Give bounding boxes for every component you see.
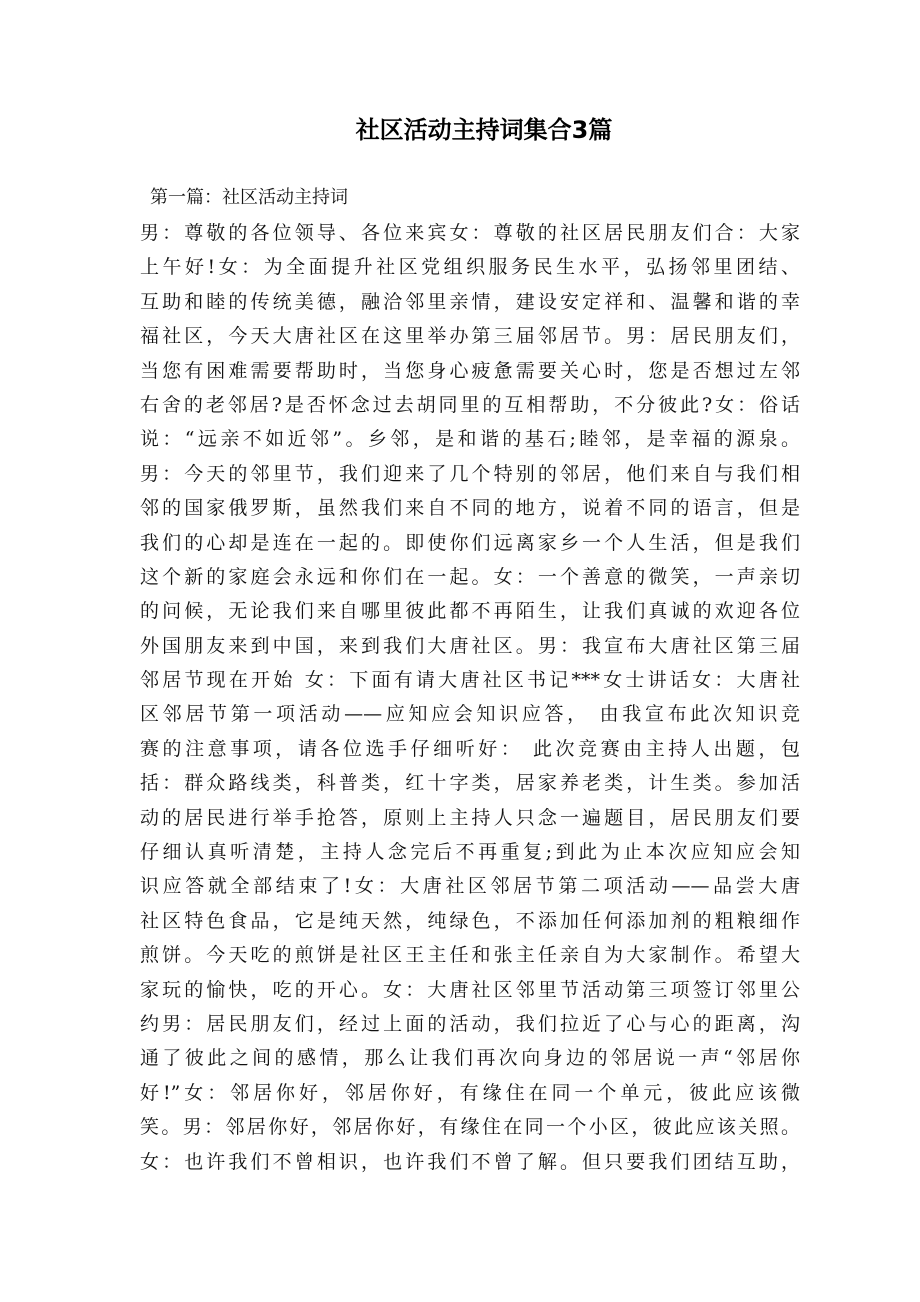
body-line: 这个新的家庭会永远和你们在一起。女：一个善意的微笑，一声亲切 [140, 565, 800, 588]
body-line: 的问候，无论我们来自哪里彼此都不再陌生，让我们真诚的欢迎各位 [140, 600, 800, 623]
body-line: 家玩的愉快，吃的开心。女：大唐社区邻里节活动第三项签订邻里公 [140, 978, 800, 1001]
body-line: 仔细认真听清楚，主持人念完后不再重复;到此为止本次应知应会知 [140, 841, 800, 864]
body-line: 上午好!女：为全面提升社区党组织服务民生水平，弘扬邻里团结、 [140, 256, 800, 279]
body-line: 动的居民进行举手抢答，原则上主持人只念一遍题目，居民朋友们要 [140, 806, 800, 829]
body-line: 外国朋友来到中国，来到我们大唐社区。男：我宣布大唐社区第三届 [140, 634, 800, 657]
body-line: 识应答就全部结束了!女：大唐社区邻居节第二项活动——品尝大唐 [140, 875, 800, 898]
body-line: 邻居节现在开始 女：下面有请大唐社区书记***女士讲话女：大唐社 [140, 669, 800, 692]
body-line: 括：群众路线类，科普类，红十字类，居家养老类，计生类。参加活 [140, 772, 800, 795]
body-line: 社区特色食品，它是纯天然，纯绿色，不添加任何添加剂的粗粮细作 [140, 909, 800, 932]
body-line: 约男：居民朋友们，经过上面的活动，我们拉近了心与心的距离，沟 [140, 1012, 800, 1035]
body-line: 右舍的老邻居?是否怀念过去胡同里的互相帮助，不分彼此?女：俗话 [140, 393, 800, 416]
body-line: 说：“远亲不如近邻”。乡邻，是和谐的基石;睦邻，是幸福的源泉。 [140, 428, 800, 451]
body-line: 女：也许我们不曾相识，也许我们不曾了解。但只要我们团结互助， [140, 1150, 800, 1173]
body-line: 煎饼。今天吃的煎饼是社区王主任和张主任亲自为大家制作。希望大 [140, 944, 800, 967]
body-line: 男：今天的邻里节，我们迎来了几个特别的邻居，他们来自与我们相 [140, 462, 800, 485]
body-line: 区邻居节第一项活动——应知应会知识应答， 由我宣布此次知识竞 [140, 703, 800, 726]
body-line: 好!”女：邻居你好，邻居你好，有缘住在同一个单元，彼此应该微 [140, 1081, 800, 1104]
body-line: 通了彼此之间的感情，那么让我们再次向身边的邻居说一声“邻居你 [140, 1047, 800, 1070]
body-line: 赛的注意事项，请各位选手仔细听好： 此次竞赛由主持人出题，包 [140, 737, 800, 760]
body-line: 互助和睦的传统美德，融洽邻里亲情，建设安定祥和、温馨和谐的幸 [140, 290, 800, 313]
document-title: 社区活动主持词集合3篇 [355, 116, 613, 144]
document-body [140, 216, 800, 1179]
body-line: 笑。男：邻居你好，邻居你好，有缘住在同一个小区，彼此应该关照。 [140, 1116, 800, 1139]
section-heading: 第一篇：社区活动主持词 [150, 187, 348, 208]
body-line: 男：尊敬的各位领导、各位来宾女：尊敬的社区居民朋友们合：大家 [140, 222, 800, 244]
body-line: 我们的心却是连在一起的。即使你们远离家乡一个人生活，但是我们 [140, 531, 800, 554]
body-line: 邻的国家俄罗斯，虽然我们来自不同的地方，说着不同的语言，但是 [140, 497, 800, 520]
body-line: 当您有困难需要帮助时，当您身心疲惫需要关心时，您是否想过左邻 [140, 359, 800, 382]
body-line: 福社区，今天大唐社区在这里举办第三届邻居节。男：居民朋友们， [140, 325, 800, 348]
